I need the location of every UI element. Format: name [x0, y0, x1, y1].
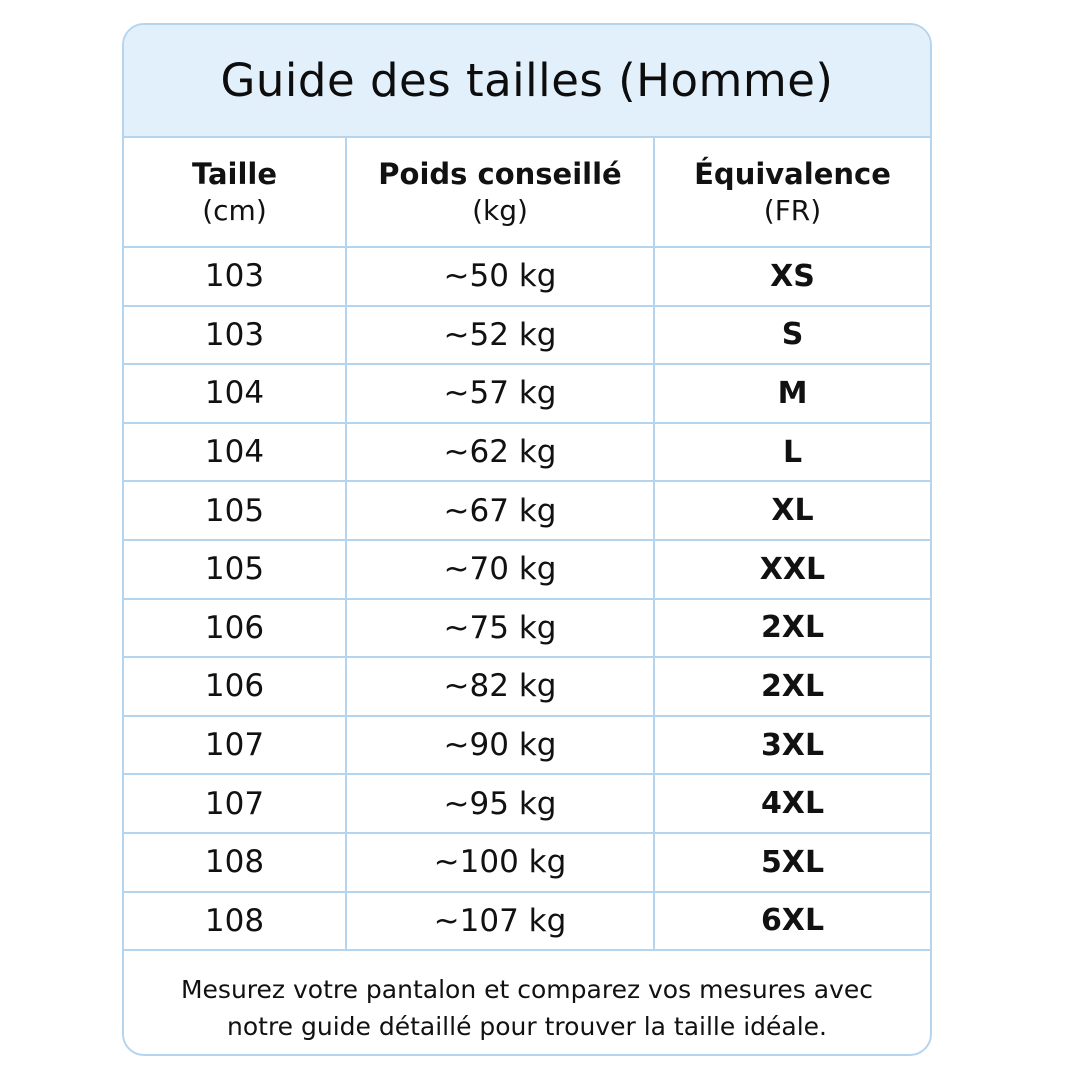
page-title: Guide des tailles (Homme): [220, 54, 834, 107]
size-guide-card: [122, 23, 932, 1056]
header-equivalence-label: Équivalence: [694, 157, 891, 191]
cell-equivalence: 6XL: [654, 892, 930, 951]
cell-taille: 106: [124, 599, 346, 658]
cell-equivalence: XS: [654, 247, 930, 306]
cell-taille: 104: [124, 364, 346, 423]
cell-equivalence: S: [654, 306, 930, 365]
cell-equivalence: XXL: [654, 540, 930, 599]
header-poids-label: Poids conseillé: [378, 157, 622, 191]
title-bar: [124, 25, 930, 138]
cell-taille: 106: [124, 657, 346, 716]
cell-equivalence: 2XL: [654, 657, 930, 716]
table-body: [124, 247, 930, 950]
cell-taille: 108: [124, 892, 346, 951]
cell-poids: ~50 kg: [346, 247, 654, 306]
cell-poids: ~75 kg: [346, 599, 654, 658]
table-row: [124, 892, 930, 951]
cell-poids: ~62 kg: [346, 423, 654, 482]
cell-poids: ~67 kg: [346, 481, 654, 540]
table-row: [124, 540, 930, 599]
cell-poids: ~82 kg: [346, 657, 654, 716]
cell-equivalence: XL: [654, 481, 930, 540]
cell-poids: ~52 kg: [346, 306, 654, 365]
header-equivalence: [654, 138, 930, 247]
table-row: [124, 423, 930, 482]
cell-equivalence: 3XL: [654, 716, 930, 775]
cell-taille: 108: [124, 833, 346, 892]
cell-poids: ~57 kg: [346, 364, 654, 423]
cell-taille: 107: [124, 716, 346, 775]
cell-poids: ~107 kg: [346, 892, 654, 951]
cell-equivalence: 2XL: [654, 599, 930, 658]
cell-taille: 104: [124, 423, 346, 482]
table-row: [124, 364, 930, 423]
cell-taille: 103: [124, 306, 346, 365]
header-poids: [346, 138, 654, 247]
header-taille-unit: (cm): [202, 194, 267, 227]
cell-equivalence: 5XL: [654, 833, 930, 892]
cell-poids: ~90 kg: [346, 716, 654, 775]
cell-equivalence: M: [654, 364, 930, 423]
table-row: [124, 306, 930, 365]
footer-line-2: notre guide détaillé pour trouver la taille idéale.: [227, 1011, 827, 1041]
size-table: [124, 138, 930, 951]
table-header: [124, 138, 930, 247]
table-row: [124, 599, 930, 658]
header-poids-unit: (kg): [472, 194, 528, 227]
table-row: [124, 833, 930, 892]
header-row: [124, 138, 930, 247]
cell-poids: ~95 kg: [346, 774, 654, 833]
header-taille-label: Taille: [191, 157, 278, 191]
header-equivalence-unit: (FR): [763, 194, 822, 227]
cell-poids: ~100 kg: [346, 833, 654, 892]
cell-equivalence: 4XL: [654, 774, 930, 833]
cell-equivalence: L: [654, 423, 930, 482]
table-row: [124, 481, 930, 540]
cell-taille: 107: [124, 774, 346, 833]
table-row: [124, 716, 930, 775]
footer-line-1: Mesurez votre pantalon et comparez vos mesures avec: [180, 974, 874, 1004]
table-row: [124, 247, 930, 306]
cell-taille: 105: [124, 481, 346, 540]
footer-note: [124, 951, 930, 1056]
cell-taille: 103: [124, 247, 346, 306]
cell-poids: ~70 kg: [346, 540, 654, 599]
table-row: [124, 774, 930, 833]
cell-taille: 105: [124, 540, 346, 599]
table-row: [124, 657, 930, 716]
header-taille: [124, 138, 346, 247]
